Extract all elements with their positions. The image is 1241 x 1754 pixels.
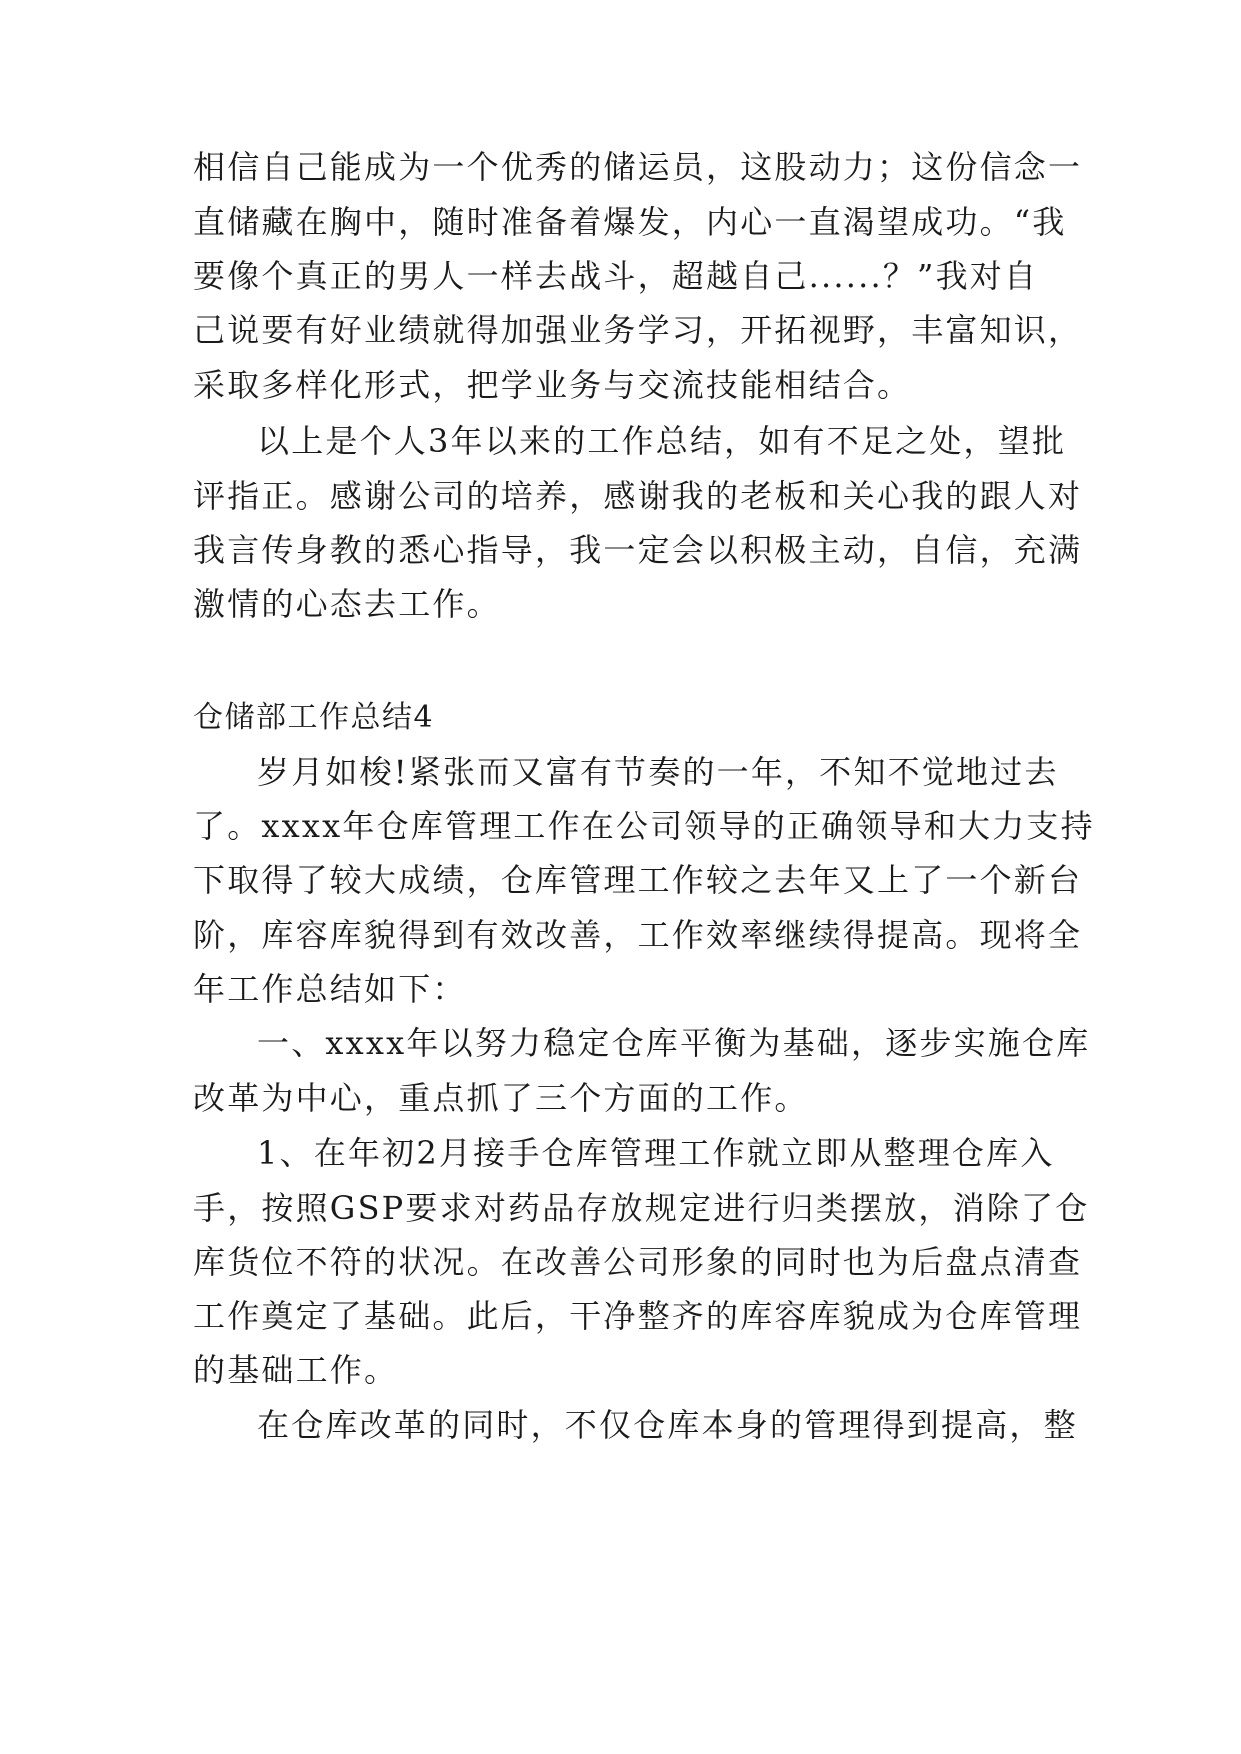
text-line: 在仓库改革的同时，不仅仓库本身的管理得到提高，整	[257, 1406, 1078, 1444]
text-line: 己说要有好业绩就得加强业务学习，开拓视野，丰富知识，	[193, 311, 1083, 349]
text-line: 岁月如梭!紧张而又富有节奏的一年，不知不觉地过去	[257, 753, 1059, 791]
text-line: 采取多样化形式，把学业务与交流技能相结合。	[193, 366, 912, 404]
section-title: 仓储部工作总结4	[193, 700, 435, 735]
text-line: 以上是个人3年以来的工作总结，如有不足之处，望批	[257, 422, 1067, 460]
text-line: 库货位不符的状况。在改善公司形象的同时也为后盘点清查	[193, 1243, 1083, 1281]
text-line: 直储藏在胸中，随时准备着爆发，内心一直渴望成功。“我	[193, 203, 1067, 241]
text-line: 我言传身教的悉心指导，我一定会以积极主动，自信，充满	[193, 531, 1083, 569]
text-line: 激情的心态去工作。	[193, 585, 501, 623]
text-line: 下取得了较大成绩，仓库管理工作较之去年又上了一个新台	[193, 861, 1083, 899]
text-line: 的基础工作。	[193, 1351, 399, 1389]
text-line: 手，按照GSP要求对药品存放规定进行归类摆放，消除了仓	[193, 1189, 1090, 1227]
text-line: 年工作总结如下：	[193, 970, 467, 1008]
text-line: 阶，库容库貌得到有效改善，工作效率继续得提高。现将全	[193, 916, 1083, 954]
text-line: 相信自己能成为一个优秀的储运员，这股动力；这份信念一	[193, 148, 1083, 186]
text-line: 改革为中心，重点抓了三个方面的工作。	[193, 1079, 809, 1117]
text-line: 1、在年初2月接手仓库管理工作就立即从整理仓库入	[257, 1134, 1055, 1172]
text-line: 工作奠定了基础。此后，干净整齐的库容库貌成为仓库管理	[193, 1297, 1083, 1335]
text-line: 要像个真正的男人一样去战斗，超越自己......？”我对自	[193, 257, 1039, 295]
text-line: 一、xxxx年以努力稳定仓库平衡为基础，逐步实施仓库	[257, 1024, 1091, 1062]
text-line: 评指正。感谢公司的培养，感谢我的老板和关心我的跟人对	[193, 477, 1083, 515]
text-line: 了。xxxx年仓库管理工作在公司领导的正确领导和大力支持	[193, 807, 1095, 845]
